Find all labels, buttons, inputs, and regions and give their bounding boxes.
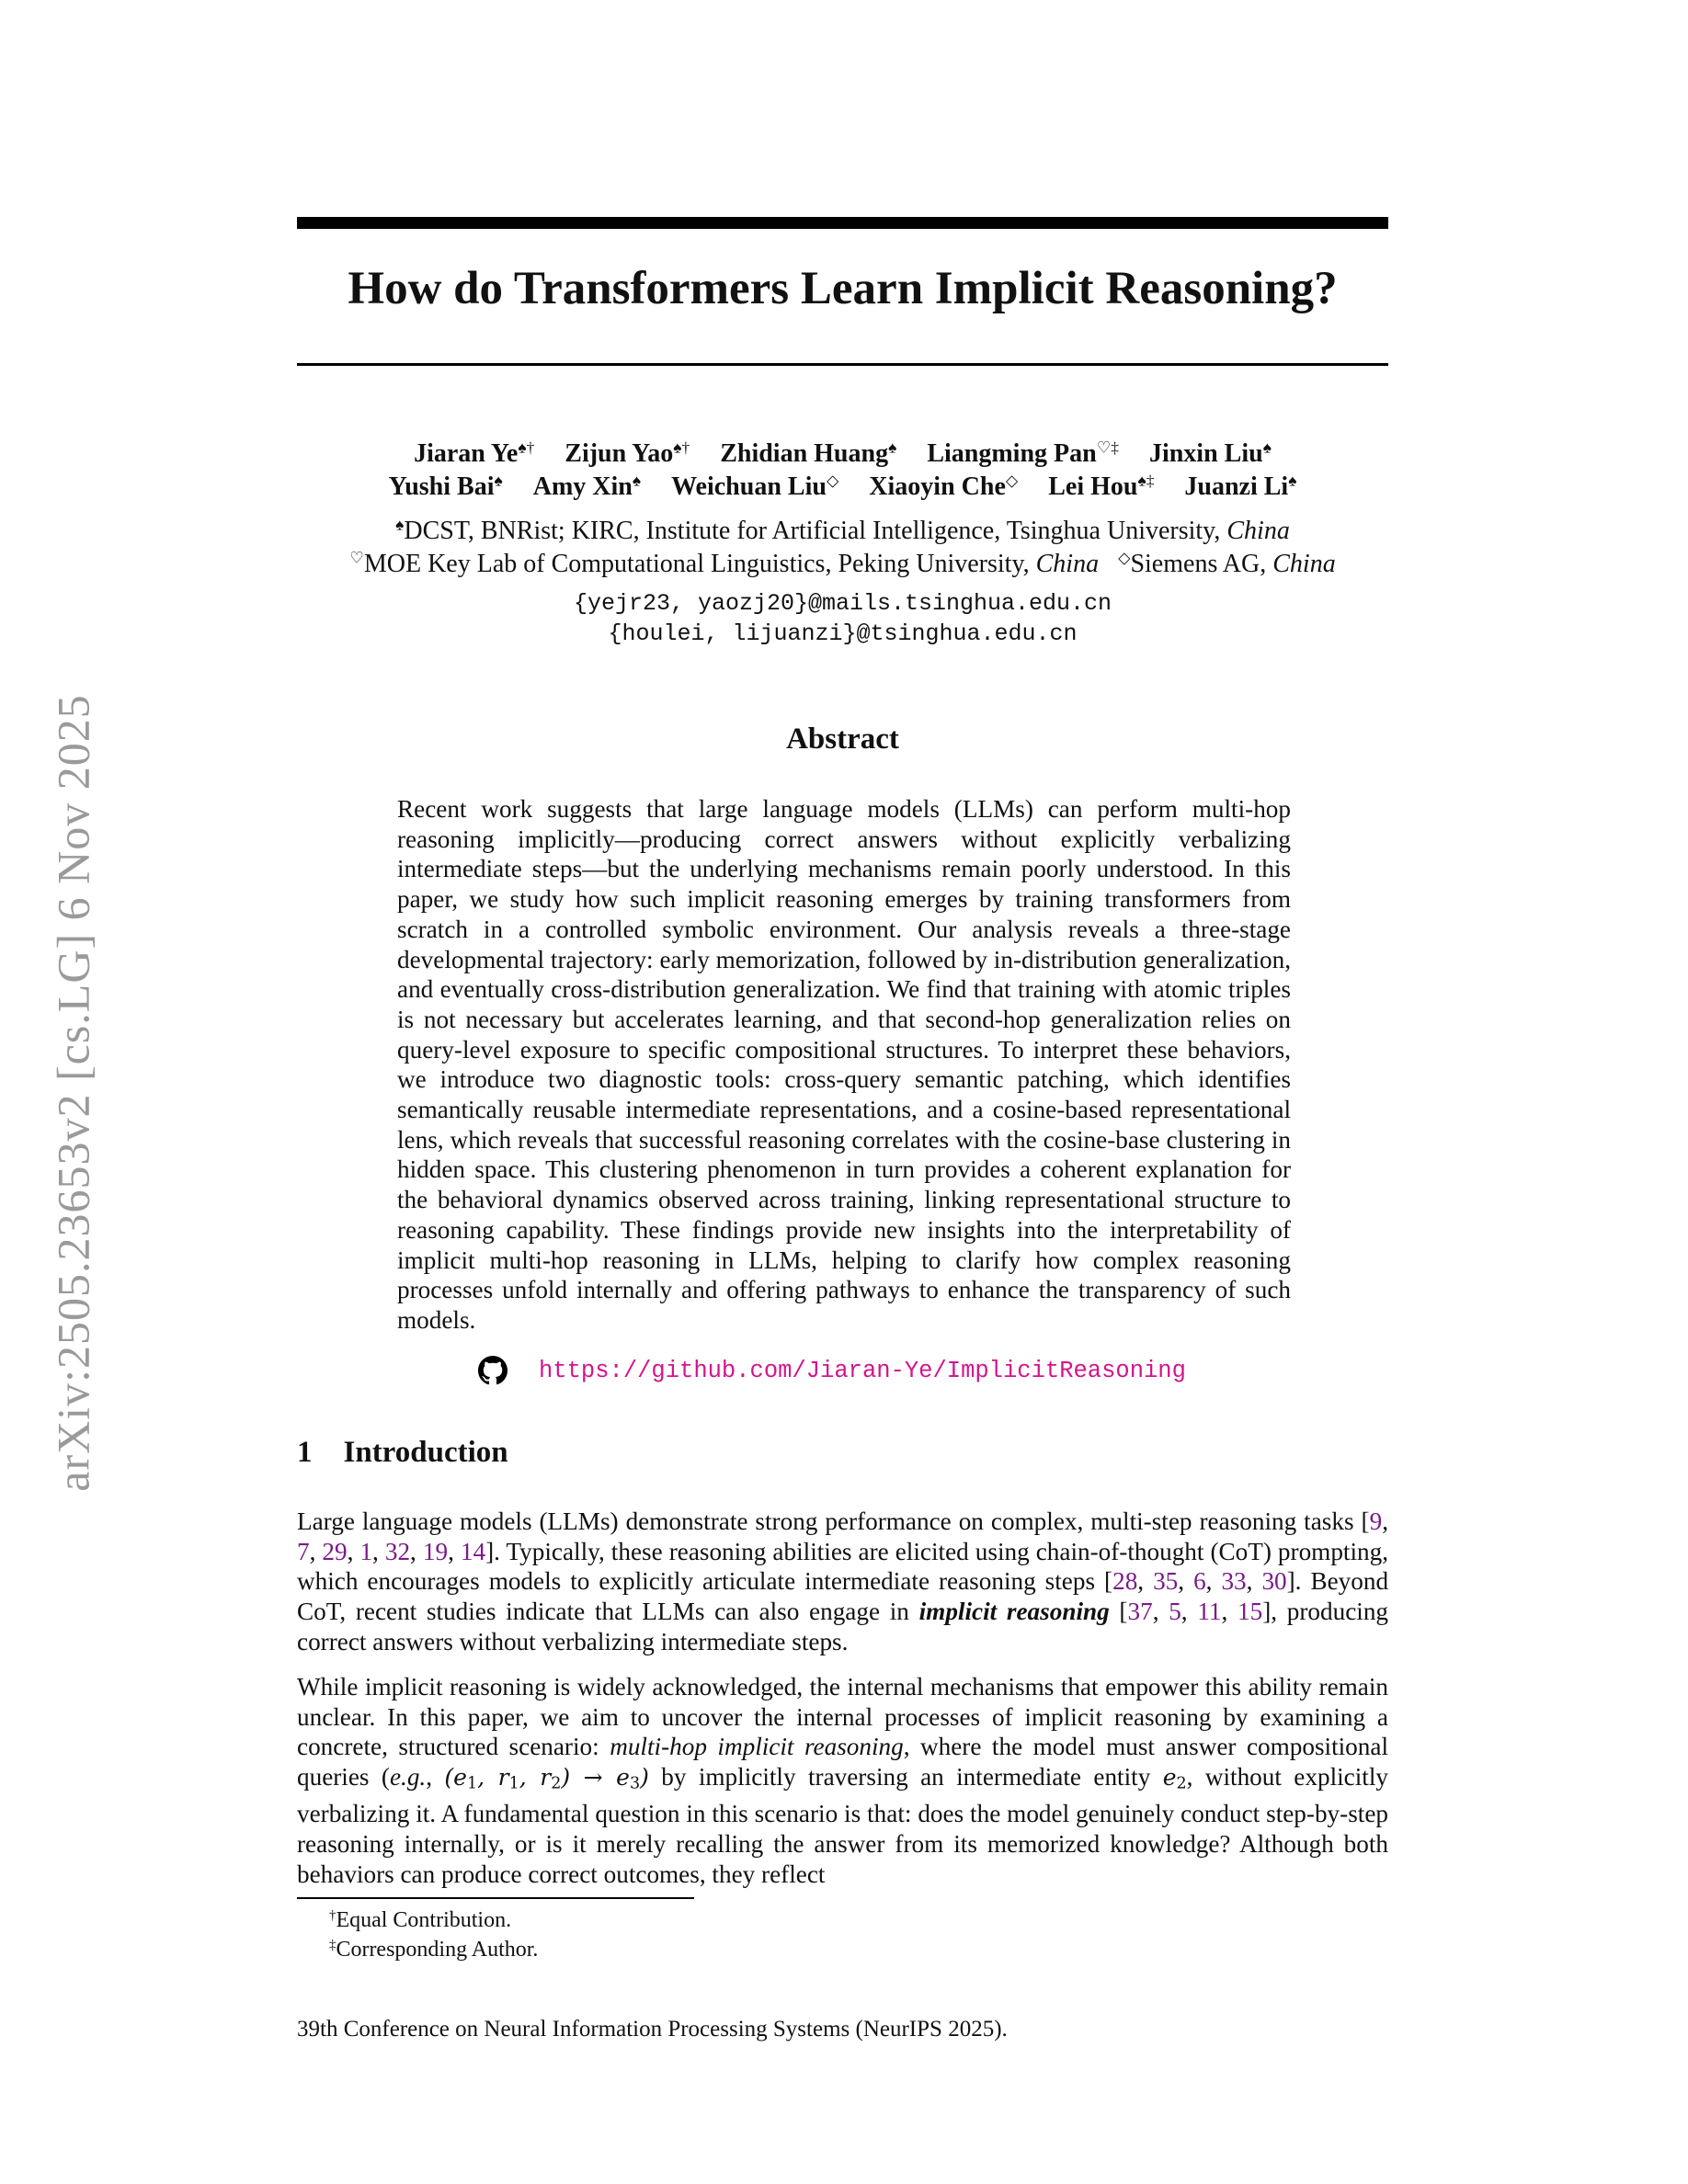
title-top-rule xyxy=(297,217,1388,229)
citation-link[interactable]: 7 xyxy=(297,1537,310,1565)
citation-link[interactable]: 5 xyxy=(1169,1598,1181,1626)
author: Yushi Bai♠ xyxy=(388,472,503,501)
citation-link[interactable]: 37 xyxy=(1127,1598,1153,1626)
citation-link[interactable]: 30 xyxy=(1261,1567,1287,1596)
citation-link[interactable]: 14 xyxy=(460,1537,486,1565)
email-line: {houlei, lijuanzi}@tsinghua.edu.cn xyxy=(608,620,1078,647)
arxiv-sidebar-stamp xyxy=(44,612,103,1574)
citation-link[interactable]: 1 xyxy=(359,1537,373,1565)
footnote-rule xyxy=(297,1897,694,1899)
section-title: Introduction xyxy=(343,1436,508,1469)
section-number: 1 xyxy=(297,1436,313,1469)
emphasis: multi-hop implicit reasoning xyxy=(610,1733,904,1761)
affiliations xyxy=(297,515,1388,581)
footnote: ‡Corresponding Author. xyxy=(329,1937,539,1962)
citation-link[interactable]: 15 xyxy=(1237,1598,1263,1626)
intro-paragraph-1: Large language models (LLMs) demonstrate strong performance on complex, multi-step reasoning tasks [9, 7, 29, 1, 32, 19, 14]. Typically, these reasoning abilities are elicited using chain-of-thought (CoT) prompting, which encourages models to explicitly articulate intermediate reasoning steps [28, 35, 6, 33, 30]. Beyond CoT, recent studies indicate that LLMs can also engage in implicit reasoning [37, 5, 11, 15], producing correct answers without verbalizing intermediate steps. xyxy=(297,1507,1389,1655)
affiliation-line: ♡MOE Key Lab of Computational Linguistics, Peking University, China ◇Siemens AG, China xyxy=(349,549,1336,578)
author: Zhidian Huang♠ xyxy=(720,438,897,468)
citation-link[interactable]: 29 xyxy=(322,1537,348,1565)
arxiv-id: arXiv:2505.23653v2 [cs.LG] 6 Nov 2025 xyxy=(48,694,100,1492)
footnote: †Equal Contribution. xyxy=(329,1907,512,1932)
author: Lei Hou♠‡ xyxy=(1048,472,1155,501)
math-intermediate-entity: e2 xyxy=(1162,1764,1187,1793)
contact-emails xyxy=(297,588,1388,649)
github-link-row xyxy=(478,1354,1186,1387)
intro-paragraph-2: While implicit reasoning is widely acknowledged, the internal mechanisms that empower this ability remain unclear. In this paper, we aim to uncover the internal processes of implicit reasoning by examining a concrete, structured scenario: multi-hop implicit reasoning, where the model must answer compositional queries (e.g., (e1, r1, r2) → e3) by implicitly traversing an intermediate entity e2, without explicitly verbalizing it. A fundamental question in this scenario is that: does the model genuinely conduct step-by-step reasoning internally, or is it merely recalling the answer from its memorized knowledge? Although both behaviors can produce correct outcomes, they reflect xyxy=(297,1673,1388,1888)
footnotes xyxy=(329,1905,538,1964)
author: Weichuan Liu◇ xyxy=(671,472,839,501)
emphasis: implicit reasoning xyxy=(918,1598,1110,1626)
github-repo-link[interactable]: https://github.com/Jiaran-Ye/ImplicitReasoning xyxy=(539,1357,1186,1384)
author: Jiaran Ye♠† xyxy=(414,438,535,468)
author: Zijun Yao♠† xyxy=(565,438,690,468)
venue-footer: 39th Conference on Neural Information Processing Systems (NeurIPS 2025). xyxy=(297,2017,1008,2042)
section-heading-introduction xyxy=(297,1436,508,1470)
author: Jinxin Liu♠ xyxy=(1148,438,1272,468)
author: Amy Xin♠ xyxy=(532,472,642,501)
author: Xiaoyin Che◇ xyxy=(869,472,1019,501)
citation-link[interactable]: 33 xyxy=(1221,1567,1247,1596)
citation-link[interactable]: 6 xyxy=(1193,1567,1206,1596)
citation-link[interactable]: 11 xyxy=(1197,1598,1222,1626)
paper-title: How do Transformers Learn Implicit Reasoning? xyxy=(348,263,1338,314)
github-icon xyxy=(478,1356,508,1385)
math-query-tuple: (e1, r1, r2) → e3) xyxy=(444,1764,649,1793)
author-list xyxy=(297,438,1388,504)
email-line: {yejr23, yaozj20}@mails.tsinghua.edu.cn xyxy=(573,590,1112,617)
author: Liangming Pan♡‡ xyxy=(927,438,1119,468)
affiliation-line: ♠DCST, BNRist; KIRC, Institute for Artificial Intelligence, Tsinghua University, China xyxy=(395,516,1290,545)
author-row xyxy=(297,438,1388,471)
citation-link[interactable]: 9 xyxy=(1369,1507,1383,1535)
title-bottom-rule xyxy=(297,363,1388,366)
citation-link[interactable]: 35 xyxy=(1153,1567,1179,1596)
citation-link[interactable]: 19 xyxy=(422,1537,449,1565)
author: Juanzi Li♠ xyxy=(1184,472,1297,501)
abstract-text: Recent work suggests that large language models (LLMs) can perform multi-hop reasoning implicitly—producing correct answers without explicitly verbalizing intermediate steps—but the underlying mechanisms remain poorly understood. In this paper, we study how such implicit reasoning emerges by training transformers from scratch in a controlled symbolic environment. Our analysis reveals a three-stage developmental trajectory: early memorization, followed by in-distribution generalization, and eventually cross-distribution generalization. We find that training with atomic triples is not necessary but accelerates learning, and that second-hop generalization relies on query-level exposure to specific compositional structures. To interpret these behaviors, we introduce two diagnostic tools: cross-query semantic patching, which identifies semantically reusable intermediate representations, and a cosine-based representational lens, which reveals that successful reasoning correlates with the cosine-base clustering in hidden space. This clustering phenomenon in turn provides a coherent explanation for the behavioral dynamics observed across training, linking representational structure to reasoning capability. These findings provide new insights into the interpretability of implicit multi-hop reasoning in LLMs, helping to clarify how complex reasoning processes unfold internally and offering pathways to enhance the transparency of such models. xyxy=(397,795,1291,1334)
citation-link[interactable]: 28 xyxy=(1112,1567,1138,1596)
citation-link[interactable]: 32 xyxy=(384,1537,411,1565)
abstract-heading: Abstract xyxy=(786,722,899,756)
author-row xyxy=(297,471,1388,504)
emphasis: e.g. xyxy=(389,1763,427,1792)
